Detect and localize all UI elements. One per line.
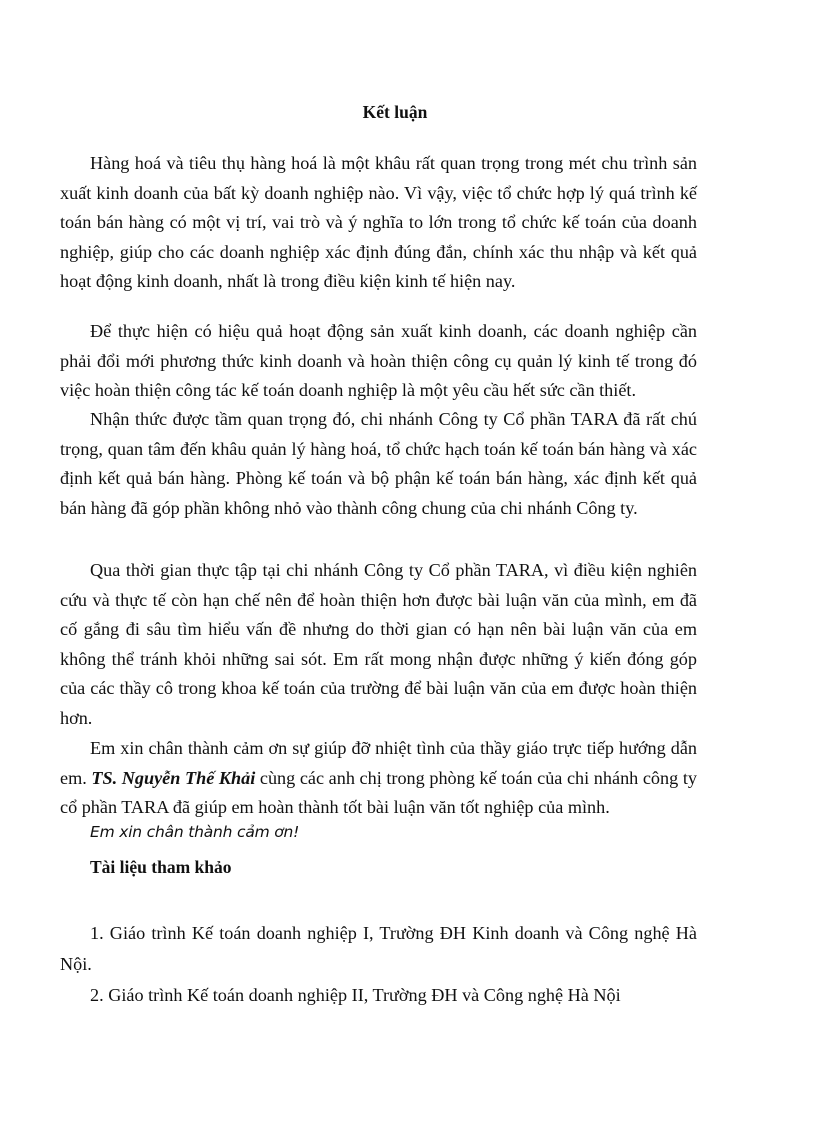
thanks-text-before: Em xin chân thành cảm ơn sự giúp đỡ nhiệt tình của thầy giáo trực tiếp hướng dẫn em. xyxy=(60,738,697,788)
reference-item: 2. Giáo trình Kế toán doanh nghiệp II, Trường ĐH và Công nghệ Hà Nội xyxy=(90,985,621,1005)
conclusion-paragraph-1: Hàng hoá và tiêu thụ hàng hoá là một khâu rất quan trọng trong mét chu trình sản xuất kinh doanh của bất kỳ doanh nghiệp nào. Vì vậy, việc tổ chức hợp lý quá trình kế toán bán hàng có một vị trí, vai trò và ý nghĩa to lớn trong tổ chức kế toán của doanh nghiệp, giúp cho các doanh nghiệp xác định đúng đắn, chính xác thu nhập và kết quả hoạt động kinh doanh, nhất là trong điều kiện kinh tế hiện nay. xyxy=(60,153,697,291)
closing-line: Em xin chân thành cảm ơn! xyxy=(90,823,300,841)
reference-item: 1. Giáo trình Kế toán doanh nghiệp I, Trường ĐH Kinh doanh và Công nghệ Hà Nội. xyxy=(60,923,697,974)
references-heading: Tài liệu tham khảo xyxy=(90,857,232,877)
conclusion-paragraph-2: Để thực hiện có hiệu quả hoạt động sản xuất kinh doanh, các doanh nghiệp cần phải đổi mới phương thức kinh doanh và hoàn thiện công cụ quản lý kinh tế trong đó việc hoàn thiện công tác kế toán doanh nghiệp là một yêu cầu hết sức cần thiết. xyxy=(60,321,697,400)
page-title: Kết luận xyxy=(362,102,428,122)
thanks-paragraph xyxy=(60,734,697,823)
advisor-name: TS. Nguyễn Thế Khải xyxy=(91,767,256,788)
references-list xyxy=(60,918,697,1011)
conclusion-paragraph-3: Nhận thức được tầm quan trọng đó, chi nhánh Công ty Cổ phần TARA đã rất chú trọng, quan tâm đến khâu quản lý hàng hoá, tổ chức hạch toán kế toán bán hàng và xác định kết quả bán hàng. Phòng kế toán và bộ phận kế toán bán hàng, xác định kết quả bán hàng đã góp phần không nhỏ vào thành công chung của chi nhánh Công ty. xyxy=(60,409,697,518)
conclusion-paragraph-4: Qua thời gian thực tập tại chi nhánh Công ty Cổ phần TARA, vì điều kiện nghiên cứu và thực tế còn hạn chế nên để hoàn thiện hơn được bài luận văn của mình, em đã cố gắng đi sâu tìm hiểu vấn đề nhưng do thời gian có hạn nên bài luận văn của em không thể tránh khỏi những sai sót. Em rất mong nhận được những ý kiến đóng góp của các thầy cô trong khoa kế toán của trường để bài luận văn của em được hoàn thiện hơn. xyxy=(60,560,697,728)
thanks-text-after: cùng các anh chị trong phòng kế toán của chi nhánh công ty cổ phần TARA đã giúp em hoàn thành tốt bài luận văn tốt nghiệp của mình. xyxy=(60,767,697,817)
